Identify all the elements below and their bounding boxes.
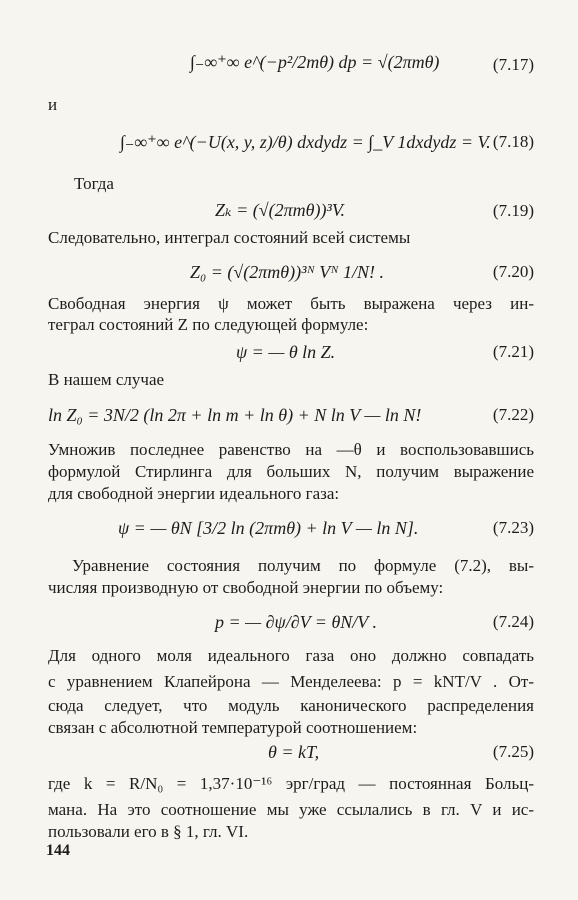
equation-7-20: Z₀ = (√(2πmθ))³ᴺ Vᴺ 1/N! .	[190, 262, 385, 282]
text-line-17: мана. На это соотношение мы уже ссылались в гл. V и ис-	[48, 800, 534, 819]
text-line-5: теграл состояний Z по следующей формуле:	[48, 315, 369, 334]
text-line-8: формулой Стирлинга для больших N, получим выражение	[48, 462, 534, 481]
page-number: 144	[46, 842, 70, 859]
equation-number-7-20: (7.20)	[492, 262, 534, 281]
text-line-14: сюда следует, что модуль канонического распределения	[48, 696, 534, 715]
text-line-12: Для одного моля идеального газа оно должно совпадать	[48, 646, 534, 665]
equation-number-7-21: (7.21)	[492, 342, 534, 361]
text-line-10: Уравнение состояния получим по формуле (7.2), вы-	[72, 556, 534, 575]
text-line-7: Умножив последнее равенство на —θ и воспользовавшись	[48, 440, 534, 459]
equation-number-7-23: (7.23)	[492, 518, 534, 537]
equation-number-7-25: (7.25)	[492, 742, 534, 761]
text-line-4: Свободная энергия ψ может быть выражена через ин-	[48, 294, 534, 313]
equation-7-23: ψ = — θN [3/2 ln (2πmθ) + ln V — ln N].	[118, 518, 419, 538]
equation-7-24: p = — ∂ψ/∂V = θN/V .	[215, 612, 377, 632]
text-line-16: где k = R/N₀ = 1,37·10⁻¹⁶ эрг/град — постоянная Больц-	[48, 774, 534, 793]
equation-number-7-19: (7.19)	[492, 201, 534, 220]
equation-7-22: ln Z₀ = 3N/2 (ln 2π + ln m + ln θ) + N ln V — ln N!	[48, 405, 422, 425]
equation-number-7-18: (7.18)	[492, 132, 534, 151]
text-line-9: для свободной энергии идеального газа:	[48, 484, 340, 503]
equation-number-7-17: (7.17)	[492, 55, 534, 74]
equation-7-18: ∫₋∞⁺∞ e^(−U(x, y, z)/θ) dxdydz = ∫_V 1dxdydz = V.	[120, 132, 491, 152]
equation-7-19: Zₖ = (√(2πmθ))³V.	[215, 200, 346, 220]
text-line-3: Следовательно, интеграл состояний всей системы	[48, 228, 411, 247]
equation-number-7-22: (7.22)	[492, 405, 534, 424]
text-line-18: пользовали его в § 1, гл. VI.	[48, 822, 249, 841]
text-line-11: числяя производную от свободной энергии по объему:	[48, 578, 444, 597]
equation-7-17: ∫₋∞⁺∞ e^(−p²/2mθ) dp = √(2πmθ)	[190, 52, 440, 72]
equation-7-25: θ = kT,	[268, 742, 320, 762]
text-line-1: и	[48, 95, 58, 114]
text-line-13: с уравнением Клапейрона — Менделеева: p = kNT/V . От-	[48, 672, 534, 691]
equation-7-21: ψ = — θ ln Z.	[236, 342, 336, 362]
text-line-15: связан с абсолютной температурой соотношением:	[48, 718, 418, 737]
text-line-6: В нашем случае	[48, 370, 165, 389]
equation-number-7-24: (7.24)	[492, 612, 534, 631]
text-line-2: Тогда	[74, 174, 114, 193]
